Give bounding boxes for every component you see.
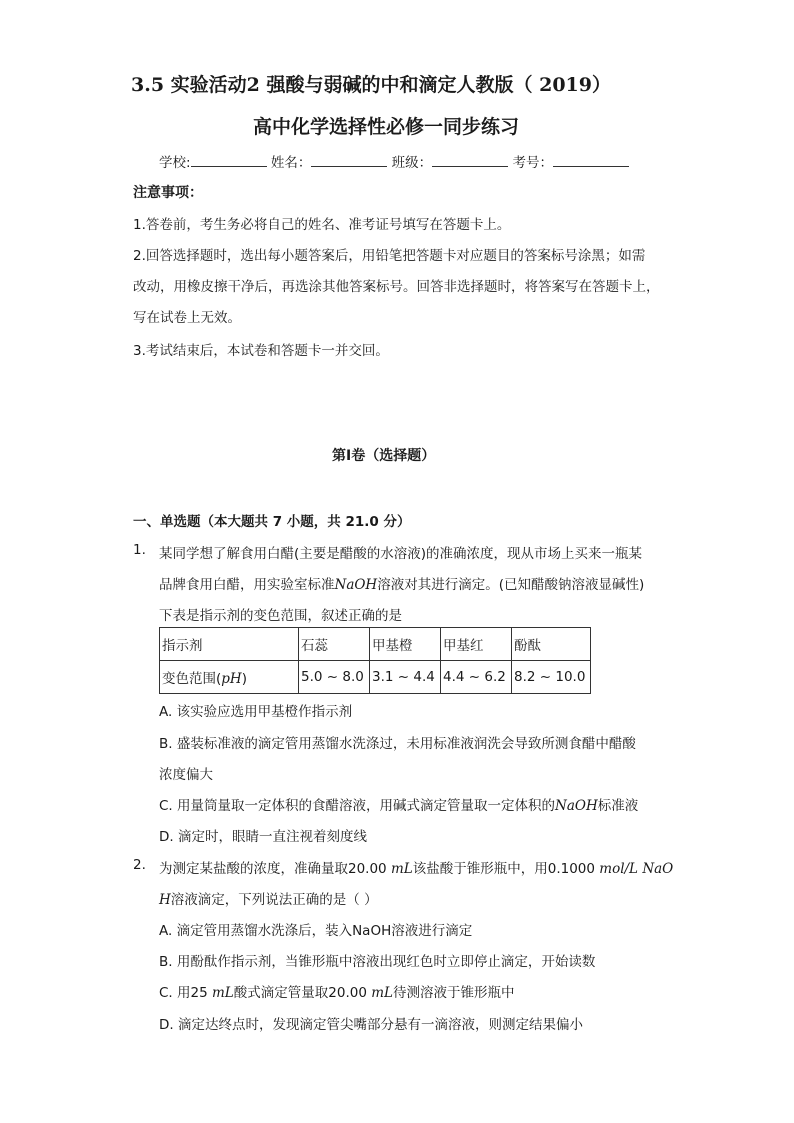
page-title-line1: 3.5 实验活动2 强酸与弱碱的中和滴定人教版（ 2019）	[131, 74, 612, 96]
part-title: 一、单选题（本大题共 7 小题，共 21.0 分）	[133, 514, 411, 530]
notice-item-1: 1.答卷前，考生务必将自己的姓名、准考证号填写在答题卡上。	[133, 217, 511, 233]
question-2-line1	[159, 857, 673, 877]
table-header-cell: 酚酞	[512, 628, 591, 661]
table-header-cell: 甲基红	[441, 628, 512, 661]
option-c-b: 酸式滴定管量取20.00	[233, 985, 372, 1001]
class-blank[interactable]	[432, 153, 508, 167]
question-1-line2-b: 溶液对其进行滴定。(已知醋酸钠溶液显碱性)	[377, 577, 645, 593]
option-c-c: 待测溶液于锥形瓶中	[393, 985, 515, 1001]
naoh-formula: NaOH	[334, 577, 378, 593]
naoh-formula: NaOH	[555, 798, 598, 814]
unit-ml: mL	[211, 985, 234, 1001]
name-label: 姓名：	[270, 155, 312, 171]
table-header-row	[160, 628, 591, 661]
question-1-option-b-line2: 浓度偏大	[159, 767, 213, 783]
info-fields	[159, 151, 629, 171]
section-title: 第I卷（选择题）	[332, 448, 436, 464]
row-label-close: )	[241, 671, 247, 687]
question-1-option-c	[159, 794, 638, 814]
exam-number-blank[interactable]	[553, 153, 629, 167]
unit-mol-naoh: mol/L NaO	[599, 861, 674, 877]
question-1-option-b-line1: B. 盛装标准液的滴定管用蒸馏水洗涤过，未用标准液润洗会导致所测食醋中醋酸	[159, 736, 636, 752]
question-1-line2-a: 品牌食用白醋，用实验室标准	[159, 577, 335, 593]
question-2-option-c	[159, 981, 515, 1001]
page-title-line2: 高中化学选择性必修一同步练习	[253, 116, 520, 138]
table-header-cell: 石蕊	[299, 628, 370, 661]
question-2-line2	[159, 888, 378, 908]
table-cell: 5.0 ~ 8.0	[299, 661, 370, 694]
table-cell: 4.4 ~ 6.2	[441, 661, 512, 694]
question-1-line1: 某同学想了解食用白醋(主要是醋酸的水溶液)的准确浓度，现从市场上买来一瓶某	[159, 546, 643, 562]
question-1-option-d: D. 滴定时，眼睛一直注视着刻度线	[159, 829, 367, 845]
table-cell: 8.2 ~ 10.0	[512, 661, 591, 694]
ph-symbol: pH	[221, 671, 242, 687]
exam-number-label: 考号：	[512, 155, 553, 171]
option-c-a: C. 用25	[159, 985, 212, 1001]
q2-text-b: 该盐酸于锥形瓶中，用0.1000	[412, 861, 600, 877]
row-label-text: 变色范围(	[162, 671, 222, 687]
notice-item-3: 3.考试结束后，本试卷和答题卡一并交回。	[133, 343, 389, 359]
unit-ml: mL	[390, 861, 413, 877]
question-1-line3: 下表是指示剂的变色范围，叙述正确的是	[159, 608, 402, 624]
naoh-formula-end: H	[159, 892, 171, 908]
table-row-label	[160, 661, 299, 694]
school-blank[interactable]	[191, 153, 267, 167]
table-row	[160, 661, 591, 694]
table-cell: 3.1 ~ 4.4	[370, 661, 441, 694]
question-2-number: 2.	[133, 857, 146, 873]
option-c-text-a: C. 用量筒量取一定体积的食醋溶液，用碱式滴定管量取一定体积的	[159, 798, 556, 814]
notice-heading: 注意事项：	[133, 185, 203, 201]
table-header-cell: 指示剂	[160, 628, 299, 661]
option-c-text-b: 标准液	[597, 798, 639, 814]
q2-text-a: 为测定某盐酸的浓度，准确量取20.00	[159, 861, 391, 877]
name-blank[interactable]	[311, 153, 387, 167]
notice-item-2-line1: 2.回答选择题时，选出每小题答案后，用铅笔把答题卡对应题目的答案标号涂黑；如需	[133, 248, 646, 264]
school-label: 学校:	[159, 155, 191, 171]
q2-text-c: 溶液滴定，下列说法正确的是（ ）	[170, 892, 378, 908]
notice-item-2-line3: 写在试卷上无效。	[133, 310, 241, 326]
question-1-line2	[159, 573, 644, 593]
question-2-option-b: B. 用酚酞作指示剂，当锥形瓶中溶液出现红色时立即停止滴定，开始读数	[159, 954, 596, 970]
table-header-cell: 甲基橙	[370, 628, 441, 661]
question-2-option-a: A. 滴定管用蒸馏水洗涤后，装入NaOH溶液进行滴定	[159, 923, 473, 939]
unit-ml: mL	[371, 985, 393, 1001]
question-2-option-d: D. 滴定达终点时，发现滴定管尖嘴部分悬有一滴溶液，则测定结果偏小	[159, 1017, 583, 1033]
question-1-option-a: A. 该实验应选用甲基橙作指示剂	[159, 704, 353, 720]
indicator-table	[159, 627, 591, 694]
notice-item-2-line2: 改动，用橡皮擦干净后，再选涂其他答案标号。回答非选择题时，将答案写在答题卡上，	[133, 279, 660, 295]
class-label: 班级：	[391, 155, 433, 171]
question-1-number: 1.	[133, 542, 146, 558]
